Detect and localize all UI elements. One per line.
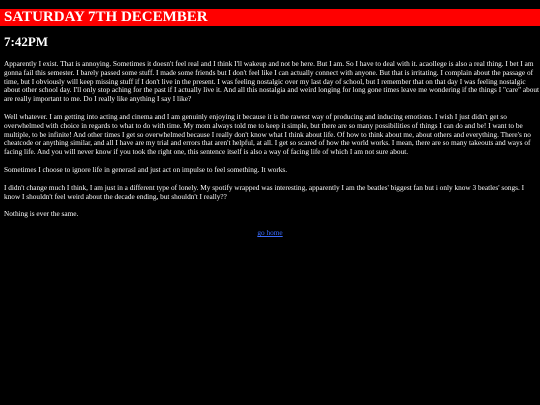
entry-paragraph: Well whatever. I am getting into acting and cinema and I am genuinly enjoying it because it is the rawest way of producing and inducing emotions. I wish I just didn't get so overwhelmed with choice in regards to what to do with time. My mom always told me to keep it simple, but there are so many possibilities of things I can do and be! I want to be multiple, to be infinite! And other times I get so overwhelmed because I really don't know what I think about life. Of how to think about me, about others and everything. There's no cheatcode or anything similar, and all I have are my trial and errors that aren't helpful, at all. I get so scared of how the world works. I mean, there are so many takeouts and ways of facing life. And you will never know if you took the right one, this sentence itself is also a way of facing life of which I am not sure about. bbox=[4, 111, 531, 157]
entry-paragraph: Sometimes I choose to ignore life in generasl and just act on impulse to feel something. It works. bbox=[4, 164, 288, 174]
entry-paragraph: Apparently I exist. That is annoying. Sometimes it doesn't feel real and I think I'll wakeup and not be here. But I am. So I have to deal with it. acaollege is also a real thing. I bet I am gonna fail this semester. I barely passed some stuff. I made some friends but I don't feel like I can actually connect with anyone. But that is irritating. I complain about the passage of time, but I obviously will keep missing stuff if I don't live in the present. I was feeling nostalgic over my last day of school, but I remember that on that day I was feeling nostalgic about other school day. I'll only stop aching for the past if I actually live it. And all this nostalgia and weird longing for long gone times leave me wondering if the things I "care" about are really important to me. Do I really like anything I say I like? bbox=[4, 59, 540, 104]
home-link-container bbox=[0, 228, 540, 237]
go-home-link[interactable]: go home bbox=[257, 228, 283, 238]
page-title: SATURDAY 7TH DECEMBER bbox=[0, 9, 540, 26]
entry-body bbox=[4, 60, 540, 219]
entry-paragraph: Nothing is ever the same. bbox=[4, 209, 79, 219]
entry-time: 7:42PM bbox=[4, 34, 49, 49]
entry-paragraph: I didn't change much I think, I am just in a different type of lonely. My spotify wrapped was interesting, apparently I am the beatles' biggest fan but i only know 3 beatles' songs. I know I shouldn't feel weird about the decade ending, but shouldn't I really?? bbox=[4, 182, 525, 201]
